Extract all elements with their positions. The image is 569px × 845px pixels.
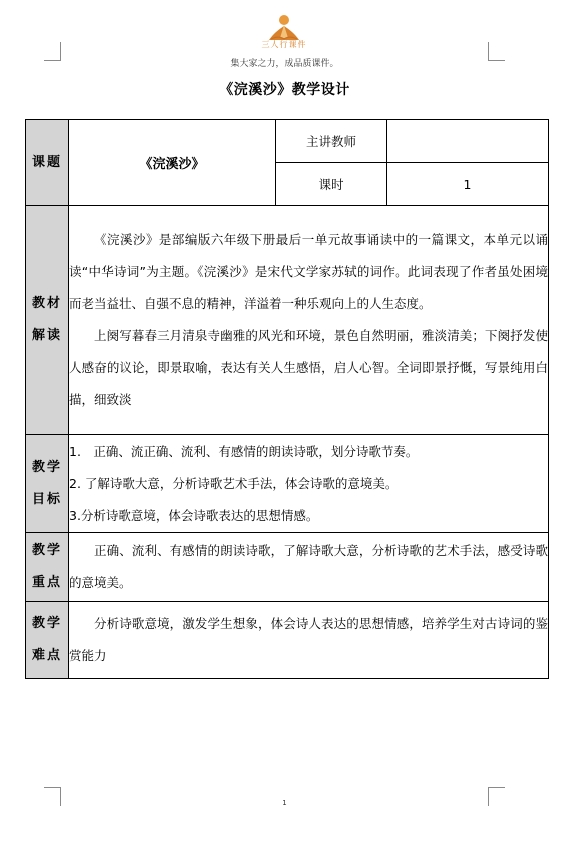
period-value: 1	[387, 163, 549, 206]
key-label-line1: 教学	[31, 543, 62, 558]
key-points-label	[26, 533, 69, 602]
topic-label: 课题	[26, 120, 69, 206]
diff-label-line2: 难点	[31, 648, 62, 663]
material-paragraph-2: 上阕写暮春三月清泉寺幽雅的风光和环境，景色自然明丽，雅淡清美；下阕抒发使人感奋的议论，即景取喻，表达有关人生感悟，启人心智。全词即景抒慨，写景纯用白描，细致淡	[69, 328, 548, 407]
logo-flame-icon	[251, 12, 317, 42]
goal-item: 1. 正确、流正确、流利、有感情的朗读诗歌，划分诗歌节奏。	[69, 443, 419, 459]
goals-label-line1: 教学	[31, 459, 62, 475]
material-content	[69, 206, 549, 435]
goal-item: 3.分析诗歌意境，体会诗歌表达的思想情感。	[69, 507, 319, 523]
teacher-value	[387, 120, 549, 163]
page-number: 1	[282, 799, 287, 807]
goals-content	[69, 435, 549, 533]
difficulties-content	[69, 602, 549, 679]
document-title: 《浣溪沙》教学设计	[219, 82, 350, 98]
goal-item: 2. 了解诗歌大意，分析诗歌艺术手法，体会诗歌的意境美。	[69, 475, 398, 491]
logo-text: 三人行课件	[261, 40, 307, 49]
difficulties-text: 分析诗歌意境，激发学生想象，体会诗人表达的思想情感，培养学生对古诗词的鉴赏能力	[69, 616, 548, 663]
diff-label-line1: 教学	[31, 616, 62, 631]
material-label	[26, 206, 69, 435]
slogan: 集大家之力，成品质课件。	[230, 59, 339, 69]
key-points-text: 正确、流利、有感情的朗读诗歌，了解诗歌大意，分析诗歌的艺术手法，感受诗歌的意境美。	[69, 543, 548, 590]
period-label: 课时	[276, 163, 387, 206]
material-paragraph-1: 《浣溪沙》是部编版六年级下册最后一单元故事诵读中的一篇课文，本单元以诵读“中华诗词”为主题。《浣溪沙》是宋代文学家苏轼的词作。此词表现了作者虽处困境而老当益壮、自强不息的精神，洋溢着一种乐观向上的人生态度。	[69, 232, 548, 311]
key-label-line2: 重点	[31, 575, 62, 590]
logo	[251, 12, 317, 56]
topic-value: 《浣溪沙》	[69, 120, 276, 206]
material-label-line2: 解读	[31, 328, 62, 343]
lesson-plan-table	[25, 119, 549, 679]
teacher-label: 主讲教师	[276, 120, 387, 163]
key-points-content	[69, 533, 549, 602]
material-label-line1: 教材	[31, 296, 62, 311]
goals-label-line2: 目标	[31, 491, 62, 507]
goals-label	[26, 435, 69, 533]
difficulties-label	[26, 602, 69, 679]
